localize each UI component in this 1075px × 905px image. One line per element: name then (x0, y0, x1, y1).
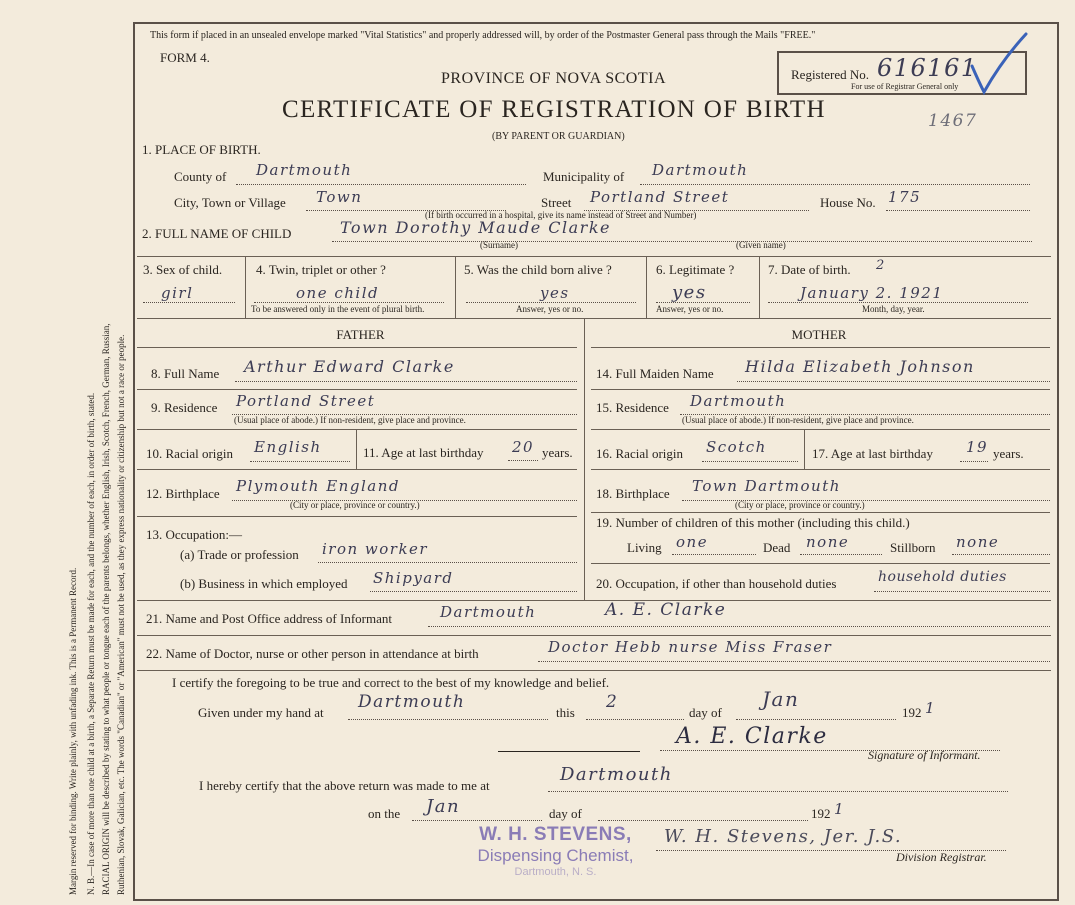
town-label: City, Town or Village (174, 195, 286, 210)
registrar-day-of-label: day of (549, 806, 582, 821)
side-note-multiple-births: N. B.—In case of more than one child at a birth, a Separate Return must be made for each, and the number of each, in order of birth, stated. (86, 392, 96, 895)
father-heading: FATHER (336, 327, 385, 342)
informant-label: 21. Name and Post Office address of Informant (146, 611, 392, 626)
this-label: this (556, 705, 575, 720)
certificate-subtitle: (BY PARENT OR GUARDIAN) (492, 131, 625, 142)
dob-note: Month, day, year. (862, 304, 925, 314)
father-residence-note: (Usual place of abode.) If non-resident, give place and province. (234, 415, 466, 425)
given-name-note: (Given name) (736, 240, 786, 250)
side-note-binding: Margin reserved for binding. Write plainly, with unfading ink. This is a Permanent Record. (68, 567, 78, 895)
trade-label: (a) Trade or profession (180, 547, 299, 562)
doctor-label: 22. Name of Doctor, nurse or other person in attendance at birth (146, 646, 479, 661)
municipality-value: Dartmouth (652, 161, 749, 179)
postal-notice: This form if placed in an unsealed envelope marked "Vital Statistics" and properly addressed will, by order of the Postmaster General pass through the Mails "FREE." (150, 30, 816, 41)
mother-residence-label: 15. Residence (596, 400, 669, 415)
town-value: Town (316, 188, 363, 206)
dob-value: January 2. 1921 (800, 284, 944, 302)
mother-age-label: 17. Age at last birthday (812, 446, 933, 461)
chemist-stamp (448, 824, 663, 894)
corner-number: 1467 (928, 111, 978, 131)
mother-occupation-label: 20. Occupation, if other than household duties (596, 576, 837, 591)
mother-birthplace-value: Town Dartmouth (692, 477, 841, 495)
hospital-note: (If birth occurred in a hospital, give its name instead of Street and Number) (425, 210, 697, 220)
county-value: Dartmouth (256, 161, 353, 179)
father-age-value: 20 (512, 438, 535, 456)
sex-value: girl (161, 284, 194, 302)
dob-label: 7. Date of birth. (768, 262, 851, 277)
legitimate-value: yes (672, 282, 707, 303)
father-age-label: 11. Age at last birthday (363, 445, 484, 460)
father-occupation-label: 13. Occupation:— (146, 527, 243, 542)
registrar-place-value: Dartmouth (560, 764, 673, 785)
father-name-label: 8. Full Name (151, 366, 220, 381)
dead-value: none (806, 533, 850, 551)
registered-label: Registered No. (791, 67, 869, 82)
province-heading: PROVINCE OF NOVA SCOTIA (441, 70, 667, 87)
business-label: (b) Business in which employed (180, 576, 348, 591)
twin-value: one child (296, 284, 380, 302)
business-value: Shipyard (373, 569, 454, 587)
alive-label: 5. Was the child born alive ? (464, 262, 612, 277)
given-label: Given under my hand at (198, 705, 324, 720)
informant-address-value: Dartmouth (440, 603, 537, 621)
informant-signature: A. E. Clarke (676, 724, 828, 749)
mother-race-label: 16. Racial origin (596, 446, 684, 461)
dob-day-value: 2 (876, 258, 886, 273)
father-years-label: years. (542, 445, 573, 460)
mother-birthplace-label: 18. Birthplace (596, 486, 670, 501)
house-label: House No. (820, 195, 876, 210)
father-race-label: 10. Racial origin (146, 446, 234, 461)
father-birthplace-note: (City or place, province or country.) (290, 500, 420, 510)
living-value: one (676, 533, 709, 551)
twin-note: To be answered only in the event of plural birth. (251, 304, 425, 314)
father-race-value: English (254, 438, 322, 456)
signature-caption: Signature of Informant. (868, 748, 981, 762)
mother-occupation-value: household duties (878, 569, 1007, 585)
father-birthplace-label: 12. Birthplace (146, 486, 220, 501)
mother-years-label: years. (993, 446, 1024, 461)
stamp-town: Dartmouth, N. S. (514, 866, 597, 878)
registrar-year-value: 1 (834, 800, 846, 818)
children-count-label: 19. Number of children of this mother (including this child.) (596, 515, 910, 530)
legitimate-note: Answer, yes or no. (656, 304, 724, 314)
mother-age-value: 19 (966, 438, 989, 456)
street-value: Portland Street (590, 188, 730, 206)
mother-race-value: Scotch (706, 438, 767, 456)
father-birthplace-value: Plymouth England (236, 477, 400, 495)
father-residence-value: Portland Street (236, 392, 376, 410)
certify-statement: I certify the foregoing to be true and correct to the best of my knowledge and belief. (172, 675, 610, 690)
child-name-value: Town Dorothy Maude Clarke (340, 218, 611, 237)
division-registrar-caption: Division Registrar. (896, 850, 987, 864)
mother-residence-value: Dartmouth (690, 392, 787, 410)
place-of-birth-heading: 1. PLACE OF BIRTH. (142, 142, 261, 157)
mother-name-value: Hilda Elizabeth Johnson (745, 357, 975, 376)
side-note-nationality: Ruthenian, Slovak, Galician, etc. The words "Canadian" or "American" must not be used, as they express nationality or citizenship but not a race or people. (116, 334, 126, 895)
on-the-label: on the (368, 806, 401, 821)
registered-number: 616161 (877, 54, 978, 82)
alive-note: Answer, yes or no. (516, 304, 584, 314)
municipality-label: Municipality of (543, 169, 625, 184)
check-mark-icon (968, 30, 1030, 102)
stillborn-value: none (956, 533, 1000, 551)
registrar-signature: W. H. Stevens, Jer. J.S. (664, 826, 903, 847)
this-day-value: 2 (606, 692, 619, 712)
registrar-year-prefix: 192 (811, 806, 831, 821)
stamp-name: W. H. STEVENS, (479, 824, 632, 845)
child-name-label: 2. FULL NAME OF CHILD (142, 226, 292, 241)
year-prefix: 192 (902, 705, 922, 720)
mother-heading: MOTHER (791, 327, 847, 342)
stamp-title: Dispensing Chemist, (477, 846, 634, 865)
alive-value: yes (540, 284, 570, 302)
twin-label: 4. Twin, triplet or other ? (256, 262, 386, 277)
informant-name-value: A. E. Clarke (605, 600, 727, 620)
street-label: Street (541, 195, 572, 210)
year-value: 1 (925, 699, 937, 717)
month-value: Jan (762, 687, 800, 711)
legitimate-label: 6. Legitimate ? (656, 262, 735, 277)
side-note-racial-origin: RACIAL ORIGIN will be described by stating to what people or tongue each of the parents belongs, whether English, Irish, Scotch, French, German, Russian, (101, 323, 111, 895)
living-label: Living (627, 540, 662, 555)
father-name-value: Arthur Edward Clarke (244, 357, 455, 376)
mother-residence-note: (Usual place of abode.) If non-resident, give place and province. (682, 415, 914, 425)
county-label: County of (174, 169, 227, 184)
certificate-title: CERTIFICATE OF REGISTRATION OF BIRTH (282, 96, 826, 123)
registrar-statement: I hereby certify that the above return was made to me at (199, 778, 490, 793)
stillborn-label: Stillborn (890, 540, 936, 555)
mother-birthplace-note: (City or place, province or country.) (735, 500, 865, 510)
given-place-value: Dartmouth (358, 692, 466, 712)
doctor-value: Doctor Hebb nurse Miss Fraser (548, 638, 833, 656)
trade-value: iron worker (322, 540, 429, 558)
on-the-value: Jan (426, 796, 461, 817)
form-number: FORM 4. (160, 50, 210, 65)
sex-label: 3. Sex of child. (143, 262, 223, 277)
surname-note: (Surname) (480, 240, 518, 250)
father-residence-label: 9. Residence (151, 400, 218, 415)
registrar-use-note: For use of Registrar General only (851, 82, 959, 91)
mother-name-label: 14. Full Maiden Name (596, 366, 714, 381)
dead-label: Dead (763, 540, 791, 555)
day-of-label: day of (689, 705, 722, 720)
house-value: 175 (888, 188, 922, 206)
